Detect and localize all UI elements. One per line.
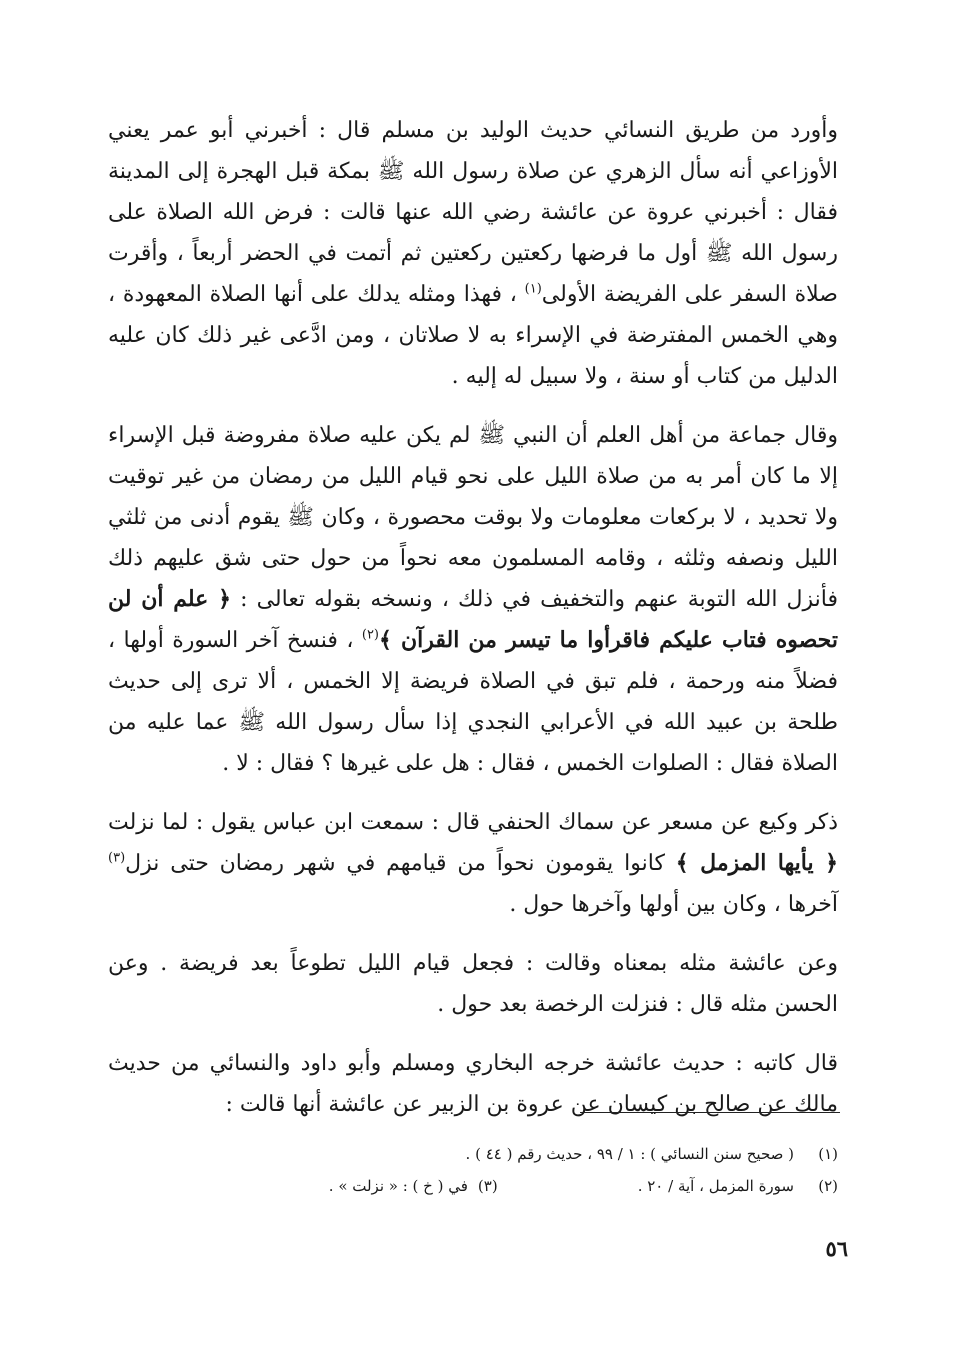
page-body bbox=[108, 110, 838, 1125]
paragraph-2-text-a: وقال جماعة من أهل العلم أن النبي ﷺ لم يكن عليه صلاة مفروضة قبل الإسراء إلا ما كان أمر به من صلاة الليل على نحو قيام الليل من رمضان من غير توقيت ولا تحديد ، لا بركعات معلومات ولا بوقت محصورة ، وكان ﷺ يقوم أدنى من ثلثي الليل ونصفه وثلثه ، وقامه المسلمون معه نحواً من حول حتى شق عليهم ذلك فأنزل الله التوبة عنهم والتخفيف في ذلك ، ونسخه بقوله تعالى : bbox=[108, 423, 838, 612]
footnotes bbox=[108, 1138, 838, 1202]
paragraph-4: وعن عائشة مثله بمعناه وقالت : فجعل قيام الليل تطوعاً بعد فريضة . وعن الحسن مثله قال : فنزلت الرخصة بعد حول . bbox=[108, 951, 838, 1017]
paragraph-3-text-a: ذكر وكيع عن مسعر عن سماك الحنفي قال : سمعت ابن عباس يقول : لما نزلت bbox=[108, 810, 838, 835]
paragraph-1 bbox=[108, 110, 838, 397]
paragraph-2-text-b: ، فنسخ آخر السورة أولها ، فضلاً منه ورحمة ، فلم تبق في الصلاة فريضة إلا الخمس ، ألا ترى إلى حديث طلحة بن عبيد الله في الأعرابي النجدي إذا سأل رسول الله ﷺ عما عليه من الصلاة فقال : الصلوات الخمس ، فقال : هل على غيرها ؟ فقال : لا . bbox=[108, 628, 838, 776]
footnote-2-3 bbox=[108, 1170, 838, 1202]
footnote-divider bbox=[580, 1112, 840, 1113]
quran-verse-1: ﴿ علم أن لن تحصوه فتاب عليكم فاقرأوا ما تيسر من القرآن ﴾ bbox=[108, 586, 838, 653]
paragraph-2 bbox=[108, 415, 838, 784]
paragraph-3-text-c: آخرها ، وكان بين أولها وآخرها حول . bbox=[509, 892, 838, 917]
quran-verse-2: ﴿ يأيها المزمل ﴾ bbox=[675, 850, 839, 876]
page-number: ٥٦ bbox=[825, 1236, 848, 1261]
paragraph-3-text-b: كانوا يقومون نحواً من قيامهم في شهر رمضان حتى نزل bbox=[125, 851, 676, 876]
paragraph-5: قال كاتبه : حديث عائشة خرجه البخاري ومسلم وأبو داود والنسائي من حديث مالك عن صالح بن كيسان عن عروة بن الزبير عن عائشة أنها قالت : bbox=[108, 1051, 838, 1117]
footnote-ref-1: (١) bbox=[524, 281, 542, 297]
footnote-text: سورة المزمل ، آية / ٢٠ . bbox=[637, 1177, 794, 1195]
footnote-1 bbox=[108, 1138, 838, 1170]
paragraph-1-text: وأورد من طريق النسائي حديث الوليد بن مسلم قال : أخبرني أبو عمر يعني الأوزاعي أنه سأل الزهري عن صلاة رسول الله ﷺ بمكة قبل الهجرة إلى المدينة فقال : أخبرني عروة عن عائشة رضي الله عنها قالت : فرض الله الصلاة على رسول الله ﷺ أول ما فرضها ركعتين ركعتين ثم أتمت في الحضر أربعاً ، وأقرت صلاة السفر على الفريضة الأولى bbox=[108, 118, 838, 307]
footnote-number: (٢) bbox=[818, 1177, 838, 1195]
footnote-text: في ( خ ) : « نزلت » . bbox=[328, 1177, 468, 1195]
footnote-number: (١) bbox=[818, 1145, 838, 1163]
footnote-ref-2: (٢) bbox=[361, 627, 379, 643]
footnote-text: ( صحيح سنن النسائي ) : ١ / ٩٩ ، حديث رقم ( ٤٤ ) . bbox=[465, 1145, 794, 1163]
footnote-number: (٣) bbox=[477, 1177, 498, 1195]
paragraph-1-tail: ، فهذا ومثله يدلك على أنها الصلاة المعهودة ، وهي الخمس المفترضة في الإسراء به لا صلاتان ، ومن ادَّعى غير ذلك كان عليه الدليل من كتاب أو سنة ، ولا سبيل له إليه . bbox=[108, 282, 838, 389]
paragraph-3 bbox=[108, 802, 838, 925]
footnote-ref-3: (٣) bbox=[108, 850, 126, 866]
